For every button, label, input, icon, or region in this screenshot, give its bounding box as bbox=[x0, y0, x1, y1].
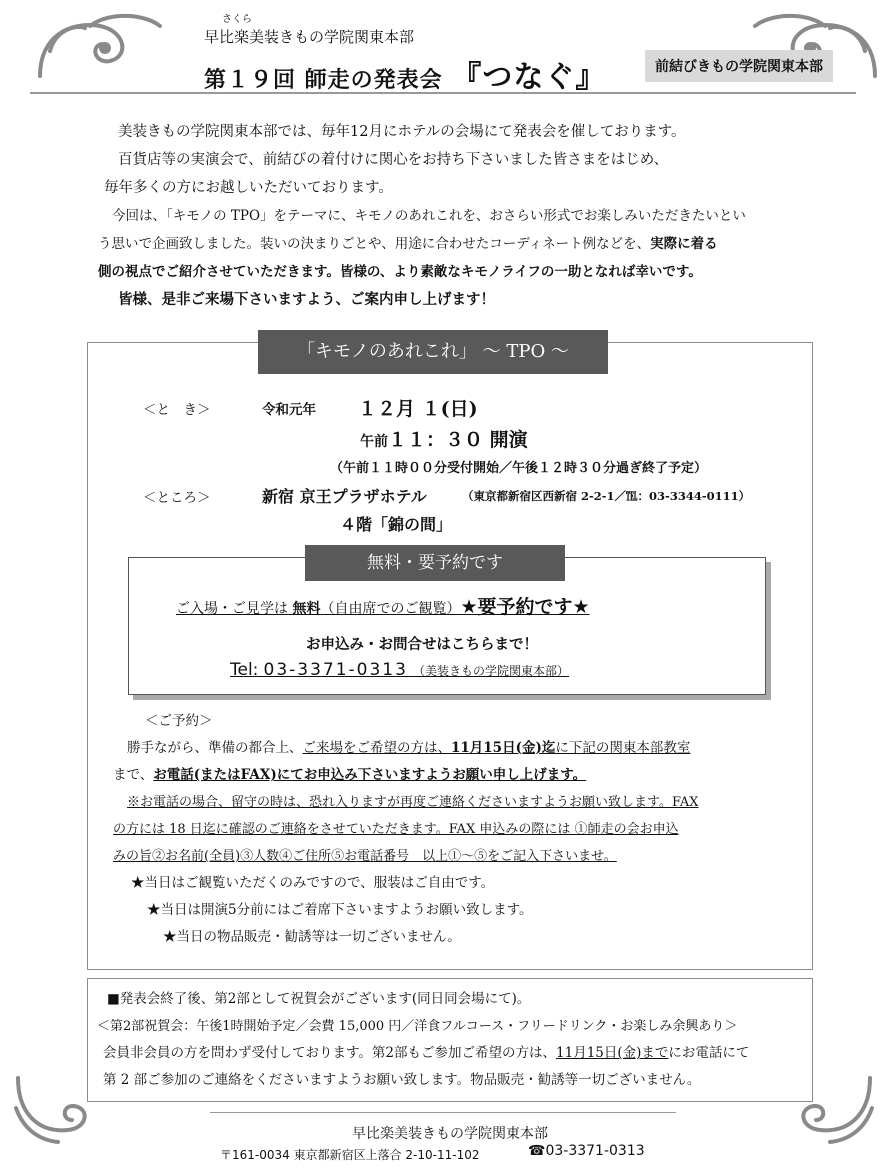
footer-rule bbox=[210, 1112, 676, 1113]
reserve-heading: ＜ご予約＞ bbox=[145, 713, 213, 729]
intro-block bbox=[98, 118, 746, 314]
ornament-bottom-left-icon bbox=[8, 1068, 98, 1148]
ornament-top-left-icon bbox=[30, 6, 170, 86]
part2-line: ■発表会終了後、第2部として祝賀会がございます(同日同会場にて)。 bbox=[107, 991, 531, 1007]
time-note: （午前１１時００分受付開始／午後１２時３０分過ぎ終了予定） bbox=[330, 461, 708, 476]
part2-line: 第 2 部ご参加のご連絡をくださいますようお願い致します。物品販売・勧誘等一切ございません。 bbox=[103, 1072, 701, 1088]
reserve-star: ★当日はご観覧いただくのみですので、服装はご自由です。 bbox=[131, 875, 495, 891]
footer-address: 〒161-0034 東京都新宿区上落合 2-10-11-102 bbox=[220, 1148, 480, 1162]
tel-number[interactable]: 03-3371-0313 bbox=[263, 660, 408, 680]
phone-icon: ☎ bbox=[528, 1143, 546, 1159]
school-ruby: さくら bbox=[222, 14, 252, 25]
school-badge: 前結びきもの学院関東本部 bbox=[645, 50, 833, 82]
when-label: ＜と き＞ bbox=[143, 402, 211, 418]
reserve-star: ★当日の物品販売・勧誘等は一切ございません。 bbox=[163, 929, 461, 945]
reserve-line: ※お電話の場合、留守の時は、恐れ入りますが再度ご連絡くださいますようお願い致します。FAX bbox=[127, 795, 699, 810]
reserve-line: 勝手ながら、準備の都合上、ご来場をご希望の方は、11月15日(金)迄に下記の関東本部教室 bbox=[127, 740, 691, 756]
era: 令和元年 bbox=[262, 402, 316, 418]
venue-address: （東京都新宿区西新宿 2-2-1／℡：03-3344-0111） bbox=[462, 489, 751, 503]
intro-line: 毎年多くの方にお越しいただいております。 bbox=[104, 180, 393, 196]
intro-closing: 皆様、是非ご来場下さいますよう、ご案内申し上げます！ bbox=[118, 291, 495, 308]
tel-line: Tel: 03-3371-0313 （美装きもの学院関東本部） bbox=[230, 660, 570, 680]
event-banner: 「キモノのあれこれ」 ～ TPO ～ bbox=[258, 330, 608, 374]
part2-text bbox=[97, 986, 749, 1094]
reservation-line1: ご入場・ご見学は 無料（自由席でのご観覧）★要予約です★ bbox=[176, 596, 590, 618]
school-name: 早比楽美装きもの学院関東本部 bbox=[204, 28, 415, 46]
reservation-header: 無料・要予約です bbox=[305, 545, 565, 581]
venue-room: ４階「錦の間」 bbox=[340, 515, 453, 534]
intro-line: 今回は、「キモノの TPO」をテーマに、キモノのあれこれを、おさらい形式でお楽しみいただきたいとい bbox=[112, 208, 746, 224]
intro-line: 美装きもの学院関東本部では、毎年12月にホテルの会場にて発表会を催しております。 bbox=[118, 124, 686, 140]
part2-line: ＜第2部祝賀会：午後1時開始予定／会費 15,000 円／洋食フルコース・フリードリンク・お楽しみ余興あり＞ bbox=[97, 1019, 738, 1034]
reserve-line: の方には 18 日迄に確認のご連絡をさせていただきます。FAX 申込みの際には ①師走の会お申込 bbox=[113, 822, 679, 837]
footer-org: 早比楽美装きもの学院関東本部 bbox=[352, 1126, 548, 1142]
intro-line: う思いで企画致しました。装いの決まりごとや、用途に合わせたコーディネート例などを、実際に着る bbox=[98, 236, 718, 252]
intro-line: 側の視点でご紹介させていただきます。皆様の、より素敵なキモノライフの一助となれば幸いです。 bbox=[98, 264, 702, 280]
footer-phone: ☎03-3371-0313 bbox=[528, 1143, 645, 1159]
venue: 新宿 京王プラザホテル bbox=[262, 487, 427, 506]
reserve-notes bbox=[113, 708, 699, 951]
intro-line: 百貨店等の実演会で、前結びの着付けに関心をお持ち下さいました皆さまをはじめ、 bbox=[118, 152, 669, 168]
title-name: 『つなぐ』 bbox=[451, 60, 607, 95]
reserve-line: みの旨②お名前(全員)③人数④ご住所⑤お電話番号 以上①～⑤をご記入下さいませ。 bbox=[113, 849, 617, 864]
reserve-line: まで、お電話(またはFAX)にてお申込み下さいますようお願い申し上げます。 bbox=[113, 767, 587, 783]
event-date: １２月 １(日) bbox=[358, 398, 478, 420]
inquiry-line: お申込み・お問合せはこちらまで！ bbox=[306, 637, 538, 653]
part2-line: 会員非会員の方を問わず受付しております。第2部もご参加ご希望の方は、11月15日(金)までにお電話にて bbox=[103, 1045, 750, 1061]
where-label: ＜ところ＞ bbox=[143, 490, 211, 506]
title-prefix: 第１９回 師走の発表会 bbox=[204, 67, 443, 93]
header-rule bbox=[30, 92, 856, 94]
page-title bbox=[204, 52, 606, 96]
reserve-star: ★当日は開演5分前にはご着席下さいますようお願い致します。 bbox=[147, 902, 533, 918]
event-time: 午前１１：３０ 開演 bbox=[360, 429, 528, 451]
